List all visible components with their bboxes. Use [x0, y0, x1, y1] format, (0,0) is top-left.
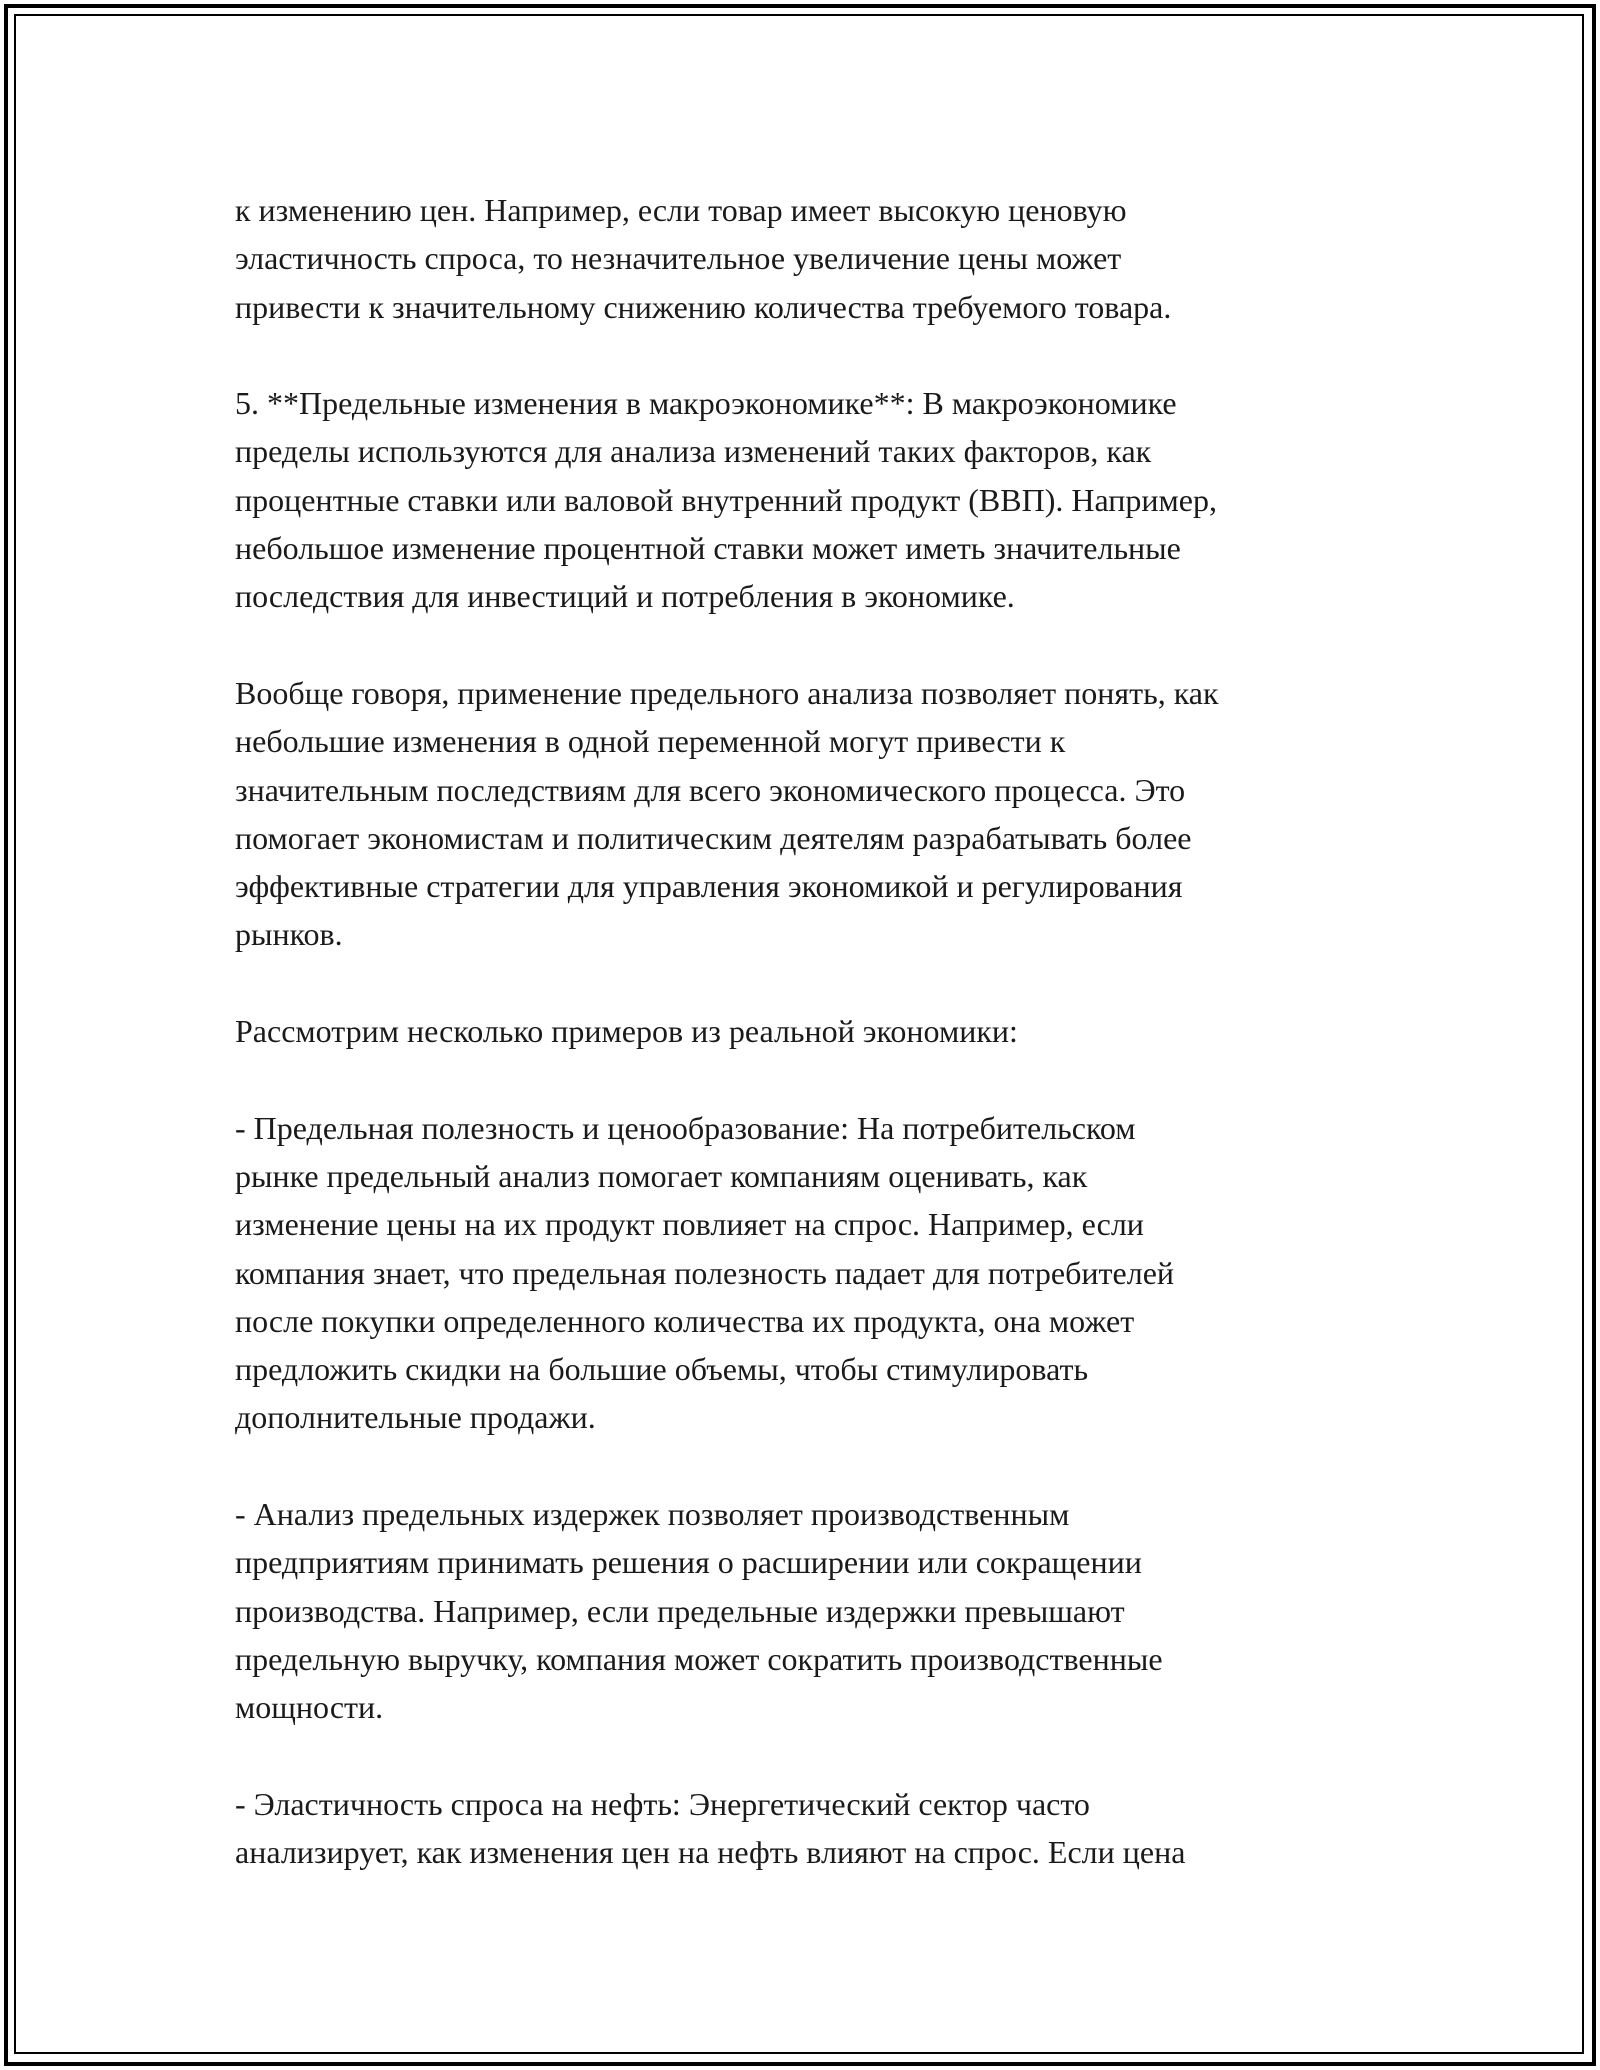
text-line: небольшие изменения в одной переменной могут привести к — [235, 723, 1066, 760]
text-line: к изменению цен. Например, если товар имеет высокую ценовую — [235, 192, 1127, 228]
text-line: небольшое изменение процентной ставки может иметь значительные — [235, 530, 1181, 567]
text-line: рынке предельный анализ помогает компаниям оценивать, как — [235, 1157, 1088, 1194]
text-line: предложить скидки на большие объемы, чтобы стимулировать — [235, 1351, 1089, 1388]
paragraph-marginal-cost-example — [235, 1490, 1385, 1731]
document-body — [235, 186, 1385, 1925]
text-line: 5. **Предельные изменения в макроэкономике**: В макроэкономике — [235, 385, 1177, 422]
text-line: мощности. — [235, 1689, 384, 1726]
text-line: процентные ставки или валовой внутренний продукт (ВВП). Например, — [235, 481, 1217, 518]
paragraph-oil-demand-example — [235, 1780, 1385, 1877]
text-line: эффективные стратегии для управления экономикой и регулирования — [235, 868, 1183, 905]
text-line: последствия для инвестиций и потребления в экономике. — [235, 578, 1015, 615]
text-line: предприятиям принимать решения о расширении или сокращении — [235, 1544, 1142, 1581]
text-line: производства. Например, если предельные издержки превышают — [235, 1592, 1125, 1629]
text-line: предельную выручку, компания может сократить производственные — [235, 1640, 1163, 1677]
text-line: - Эластичность спроса на нефть: Энергетический сектор часто — [235, 1785, 1090, 1822]
text-line: помогает экономистам и политическим деятелям разрабатывать более — [235, 819, 1192, 856]
text-line: Рассмотрим несколько примеров из реальной экономики: — [235, 1013, 1018, 1050]
paragraph-elasticity-continuation — [235, 186, 1385, 331]
text-line: привести к значительному снижению количества требуемого товара. — [235, 288, 1172, 325]
text-line: пределы используются для анализа изменений таких факторов, как — [235, 433, 1152, 470]
paragraph-general-summary — [235, 669, 1385, 959]
text-line: эластичность спроса, то незначительное увеличение цены может — [235, 240, 1122, 277]
text-line: дополнительные продажи. — [235, 1399, 596, 1436]
paragraph-marginal-utility-example — [235, 1104, 1385, 1442]
text-line: Вообще говоря, применение предельного анализа позволяет понять, как — [235, 674, 1219, 711]
paragraph-macroeconomics — [235, 379, 1385, 620]
text-line: компания знает, что предельная полезность падает для потребителей — [235, 1254, 1175, 1291]
text-line: значительным последствиям для всего экономического процесса. Это — [235, 771, 1186, 808]
paragraph-examples-intro — [235, 1007, 1385, 1055]
text-line: анализирует, как изменения цен на нефть влияют на спрос. Если цена — [235, 1834, 1186, 1871]
text-line: - Анализ предельных издержек позволяет производственным — [235, 1496, 1070, 1533]
text-line: изменение цены на их продукт повлияет на спрос. Например, если — [235, 1206, 1144, 1243]
text-line: рынков. — [235, 916, 343, 953]
text-line: после покупки определенного количества их продукта, она может — [235, 1302, 1135, 1339]
text-line: - Предельная полезность и ценообразование: На потребительском — [235, 1109, 1136, 1146]
